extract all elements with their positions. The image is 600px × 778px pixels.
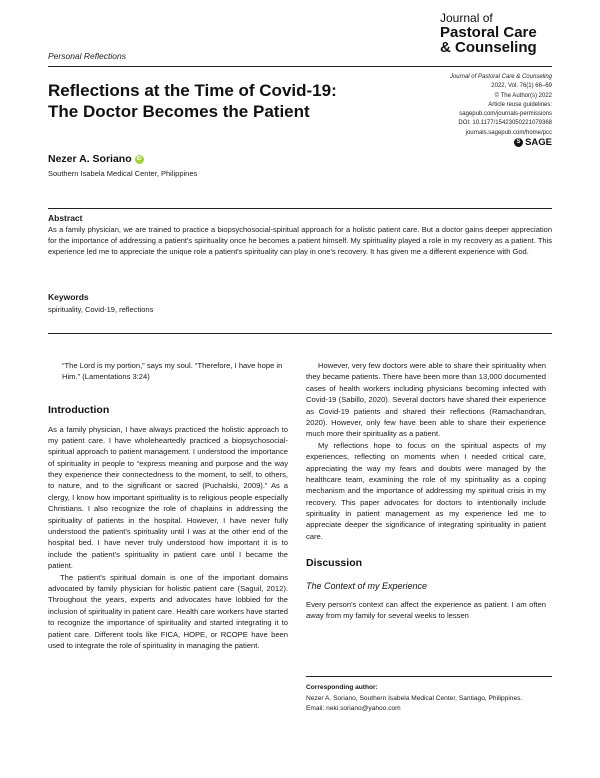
header-divider: [48, 66, 552, 67]
author-line: [48, 153, 144, 165]
section-label: Personal Reflections: [48, 51, 126, 61]
keywords-divider: [48, 333, 552, 334]
journal-logo-line1: Journal of: [440, 11, 493, 25]
abstract-divider: [48, 208, 552, 209]
meta-journal-name: Journal of Pastoral Care & Counseling: [449, 74, 552, 80]
corresponding-email-link[interactable]: Email: neki.soriano@yahoo.com: [306, 704, 401, 712]
article-metadata: [392, 73, 552, 138]
journal-logo: [440, 12, 590, 56]
author-name: Nezer A. Soriano: [48, 153, 132, 165]
journal-logo-line3: & Counseling: [440, 39, 537, 57]
right-column: [306, 360, 546, 621]
journal-logo-line2: Pastoral Care: [440, 23, 537, 41]
context-paragraph-1: Every person's context can affect the experience as patient. I am often away from my family for several weeks to lessen: [306, 599, 546, 620]
meta-permissions-link[interactable]: sagepub.com/journals-permissions: [459, 111, 552, 118]
publisher-logo: [514, 137, 552, 148]
introduction-heading: Introduction: [48, 403, 110, 416]
context-subheading: The Context of my Experience: [306, 581, 428, 591]
discussion-heading: Discussion: [306, 557, 363, 570]
orcid-icon[interactable]: iD: [136, 155, 142, 162]
abstract-text: As a family physician, we are trained to practice a biopsychosocial-spiritual approach for a holistic patient care. But a doctor gains deeper appreciation for the importance of addressing a patient's spirituality once he becomes a patient himself. My spirituality played a role in my recovery as a patient. This experience led me to appreciate the unique role a patient's spirituality can play in one's recovery. It has given me a different experience with God.: [48, 225, 552, 256]
meta-copyright: © The Author(s) 2022: [494, 92, 552, 99]
corresponding-heading: Corresponding author:: [306, 684, 378, 691]
author-affiliation: Southern Isabela Medical Center, Philippines: [48, 169, 198, 178]
intro-paragraph-2: The patient's spiritual domain is one of the important domains advocated by family physician for holistic patient care (Saguil, 2012). Throughout the years, experts and advocates have lobbied for the inclusion of spirituality in patient care. Health care workers have started to recognize the importance of spirituality and started integrating it to patient care. Different tools like FICA, HOPE, or RCOPE have been used to integrate the role of spirituality in managing the patient.: [48, 572, 288, 650]
abstract-heading: Abstract: [48, 213, 83, 223]
right-paragraph-1: However, very few doctors were able to share their spirituality when they became patients. There have been more than 13,000 documented cases of health workers including physicians becoming infected with Covid-19 (Sabillo, 2020). Several doctors have shared their experience as Covid-19 patients and shared their reflections (Ramachandran, 2020). However, only few have been able to share their experience much more their spirituality as a patient.: [306, 361, 546, 439]
sage-icon: S: [514, 138, 523, 147]
keywords-list: spirituality, Covid-19, reflections: [48, 305, 154, 314]
title-line-1: Reflections at the Time of Covid-19:: [48, 81, 337, 100]
publisher-name: SAGE: [525, 137, 552, 148]
meta-volume: 2022, Vol. 76(1) 66–69: [491, 83, 552, 90]
intro-paragraph-1: As a family physician, I have always practiced the holistic approach to my patient care. I have wholeheartedly practiced a biopsychosocial-spiritual approach to patient management. I understood the importance of spirituality in people to “express meaning and purpose and the way they experience their connectedness to the moment, to self, to others, to nature, and to the significant or sacred (Puchalski, 2009).” As a clergy, I know how important spirituality is to religious people especially Christians. I also recognize the role of chaplains in addressing the spirituality of patients in the hospital. However, I have never fully understood the patient's spirituality until I was at the other end of the hospital bed. I have never truly understood how important it is to include the patient's spirituality in patient care until I became the patient.: [48, 424, 288, 571]
epigraph: “The Lord is my portion,” says my soul. “Therefore, I have hope in Him.” (Lamentations 3:24): [62, 361, 283, 382]
meta-reuse: Article reuse guidelines:: [488, 101, 552, 108]
corresponding-address: Nezer A. Soriano, Southern Isabela Medical Center, Santiago, Philippines.: [306, 694, 523, 702]
keywords-heading: Keywords: [48, 292, 89, 302]
meta-homepage-link[interactable]: journals.sagepub.com/home/pcc: [465, 129, 552, 136]
corresponding-author-box: [306, 676, 552, 714]
left-column: [48, 360, 288, 651]
article-title: [48, 80, 408, 123]
right-paragraph-2: My reflections hope to focus on the spiritual aspects of my experiences, reflecting on moments when I needed critical care, appreciating the way my fears and doubts were managed by the healthcare team, examining the role of my spirituality as a coping mechanism and the importance of addressing my spiritual crisis in my recovery. This paper advocates for doctors to intentionally include spirituality in patient management as my experience led me to appreciate deeper the significance of integrating spirituality in patient care.: [306, 440, 546, 541]
title-line-2: The Doctor Becomes the Patient: [48, 102, 310, 122]
meta-doi-link[interactable]: DOI: 10.1177/15423050221079368: [458, 120, 552, 127]
